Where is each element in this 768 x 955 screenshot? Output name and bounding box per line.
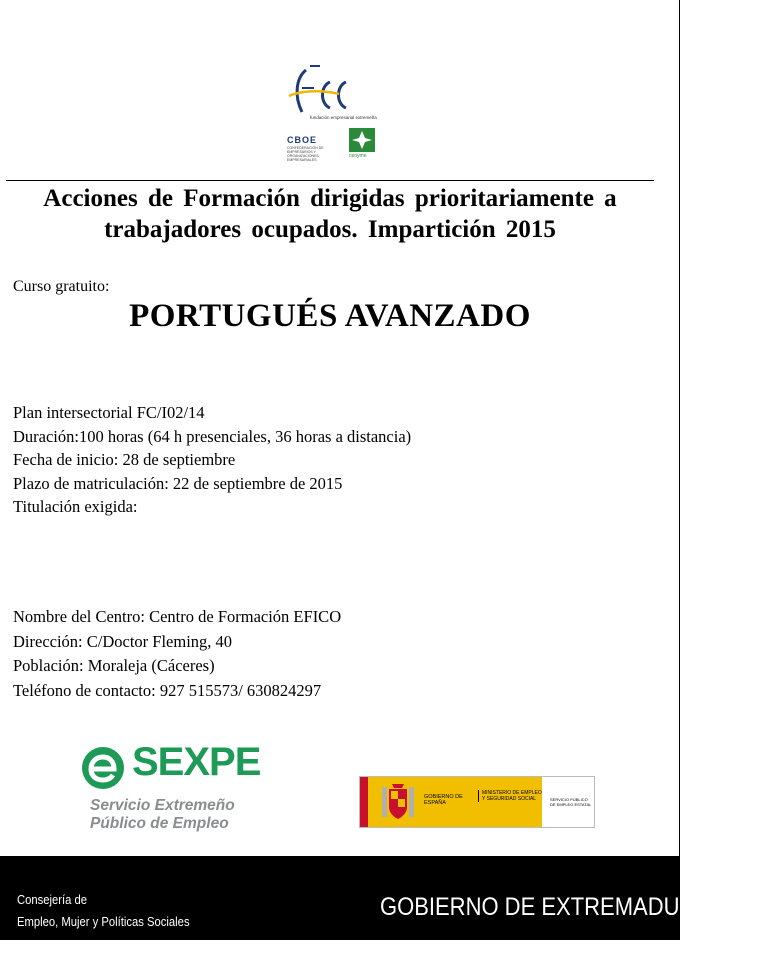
centro-direccion: Dirección: C/Doctor Fleming, 40 xyxy=(13,631,233,651)
fcc-tagline: fundación empresarial extremeña xyxy=(310,115,377,120)
heading-line-2: trabajadores ocupados. Impartición 2015 xyxy=(104,216,556,243)
consejeria-text xyxy=(17,889,190,933)
info-duracion: Duración:100 horas (64 h presenciales, 36 horas a distancia) xyxy=(13,426,412,446)
info-titulacion: Titulación exigida: xyxy=(13,497,138,516)
sexpe-subtitle-line-1: Servicio Extremeño xyxy=(90,797,235,814)
gobierno-espana-banner xyxy=(359,776,595,828)
info-plan: Plan intersectorial FC/I02/14 xyxy=(13,403,205,422)
ceoyme-logo-text: ceoyme xyxy=(349,153,367,159)
spain-flag-red-stripe xyxy=(360,777,368,827)
page-heading xyxy=(10,183,650,245)
info-fecha: Fecha de inicio: 28 de septiembre xyxy=(13,450,236,469)
spain-flag-yellow-stripe xyxy=(368,777,376,827)
centro-nombre: Nombre del Centro: Centro de Formación EFICO xyxy=(13,607,342,626)
cboe-subtitle: CONFEDERACIÓN DE EMPRESARIOS Y ORGANIZACIONES EMPRESARIALES xyxy=(287,146,324,162)
course-info xyxy=(13,401,411,519)
cboe-logo-text: CBOE xyxy=(287,135,318,145)
ministerio-text: MINISTERIO DE EMPLEO Y SEGURIDAD SOCIAL xyxy=(478,790,542,802)
gobierno-extremadura-text: GOBIERNO DE EXTREMADURA xyxy=(380,893,711,921)
divider xyxy=(6,180,654,181)
consejeria-line-2: Empleo, Mujer y Políticas Sociales xyxy=(17,915,190,929)
sexpe-wordmark: SEXPE xyxy=(132,740,261,784)
sexpe-subtitle-line-2: Público de Empleo xyxy=(90,815,229,832)
info-plazo: Plazo de matriculación: 22 de septiembre de 2015 xyxy=(13,473,343,493)
center-info xyxy=(13,605,341,703)
sexpe-logo-icon xyxy=(78,745,128,791)
gobierno-espana-text: GOBIERNO DE ESPAÑA xyxy=(424,794,463,806)
spain-coat-of-arms-icon xyxy=(380,783,416,821)
ceoyme-logo-icon xyxy=(349,128,375,152)
servicio-publico-text: SERVICIO PÚBLICO DE EMPLEO ESTATAL xyxy=(550,797,592,807)
consejeria-line-1: Consejería de xyxy=(17,893,88,907)
sexpe-subtitle xyxy=(90,797,235,833)
heading-line-1: Acciones de Formación dirigidas prioritariamente a xyxy=(43,185,617,212)
course-title: PORTUGUÉS AVANZADO xyxy=(129,298,531,334)
course-label: Curso gratuito: xyxy=(13,278,110,295)
centro-poblacion: Población: Moraleja (Cáceres) xyxy=(13,656,215,675)
centro-telefono: Teléfono de contacto: 927 515573/ 630824297 xyxy=(13,680,322,700)
